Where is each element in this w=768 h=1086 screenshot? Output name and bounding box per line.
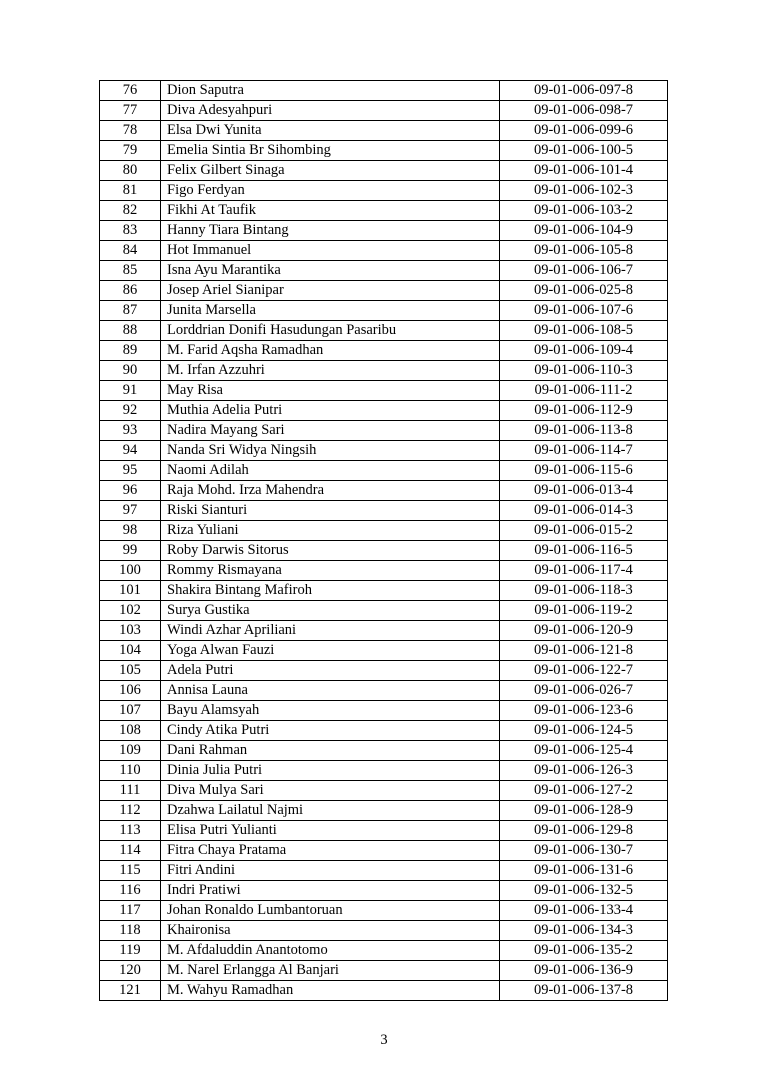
row-number: 108 (100, 721, 161, 741)
student-name: M. Narel Erlangga Al Banjari (161, 961, 500, 981)
row-number: 113 (100, 821, 161, 841)
table-row (100, 601, 668, 621)
student-name: Naomi Adilah (161, 461, 500, 481)
row-number: 104 (100, 641, 161, 661)
row-number: 110 (100, 761, 161, 781)
student-name: Fitra Chaya Pratama (161, 841, 500, 861)
row-number: 97 (100, 501, 161, 521)
student-id: 09-01-006-132-5 (500, 881, 668, 901)
student-name: Nadira Mayang Sari (161, 421, 500, 441)
student-id: 09-01-006-113-8 (500, 421, 668, 441)
row-number: 120 (100, 961, 161, 981)
student-name: Nanda Sri Widya Ningsih (161, 441, 500, 461)
student-name: Diva Mulya Sari (161, 781, 500, 801)
table-row (100, 901, 668, 921)
row-number: 96 (100, 481, 161, 501)
student-name: M. Afdaluddin Anantotomo (161, 941, 500, 961)
row-number: 98 (100, 521, 161, 541)
row-number: 77 (100, 101, 161, 121)
student-name: Riski Sianturi (161, 501, 500, 521)
student-name: Yoga Alwan Fauzi (161, 641, 500, 661)
student-name: Fitri Andini (161, 861, 500, 881)
student-id: 09-01-006-015-2 (500, 521, 668, 541)
student-name: Dani Rahman (161, 741, 500, 761)
table-row (100, 441, 668, 461)
student-id: 09-01-006-135-2 (500, 941, 668, 961)
student-name: M. Farid Aqsha Ramadhan (161, 341, 500, 361)
table-row (100, 661, 668, 681)
table-row (100, 401, 668, 421)
student-id: 09-01-006-110-3 (500, 361, 668, 381)
student-name: Adela Putri (161, 661, 500, 681)
student-name: Muthia Adelia Putri (161, 401, 500, 421)
student-name: Dion Saputra (161, 81, 500, 101)
student-id: 09-01-006-124-5 (500, 721, 668, 741)
row-number: 101 (100, 581, 161, 601)
row-number: 94 (100, 441, 161, 461)
student-id: 09-01-006-136-9 (500, 961, 668, 981)
table-row (100, 461, 668, 481)
student-id: 09-01-006-109-4 (500, 341, 668, 361)
row-number: 100 (100, 561, 161, 581)
row-number: 117 (100, 901, 161, 921)
row-number: 81 (100, 181, 161, 201)
table-row (100, 721, 668, 741)
student-name: Indri Pratiwi (161, 881, 500, 901)
table-row (100, 621, 668, 641)
student-id: 09-01-006-115-6 (500, 461, 668, 481)
student-name: M. Irfan Azzuhri (161, 361, 500, 381)
student-name: M. Wahyu Ramadhan (161, 981, 500, 1001)
student-name: Riza Yuliani (161, 521, 500, 541)
table-row (100, 181, 668, 201)
row-number: 87 (100, 301, 161, 321)
row-number: 83 (100, 221, 161, 241)
table-row (100, 281, 668, 301)
student-id: 09-01-006-122-7 (500, 661, 668, 681)
student-id: 09-01-006-131-6 (500, 861, 668, 881)
student-id: 09-01-006-111-2 (500, 381, 668, 401)
student-id: 09-01-006-108-5 (500, 321, 668, 341)
student-name: Josep Ariel Sianipar (161, 281, 500, 301)
table-row (100, 821, 668, 841)
student-id: 09-01-006-097-8 (500, 81, 668, 101)
table-row (100, 641, 668, 661)
row-number: 118 (100, 921, 161, 941)
row-number: 93 (100, 421, 161, 441)
row-number: 106 (100, 681, 161, 701)
row-number: 116 (100, 881, 161, 901)
student-name: Felix Gilbert Sinaga (161, 161, 500, 181)
student-id: 09-01-006-118-3 (500, 581, 668, 601)
row-number: 85 (100, 261, 161, 281)
student-id: 09-01-006-123-6 (500, 701, 668, 721)
page-number: 3 (380, 1032, 388, 1048)
student-name: Raja Mohd. Irza Mahendra (161, 481, 500, 501)
student-name: Johan Ronaldo Lumbantoruan (161, 901, 500, 921)
student-name: Hanny Tiara Bintang (161, 221, 500, 241)
student-id: 09-01-006-105-8 (500, 241, 668, 261)
student-name: Cindy Atika Putri (161, 721, 500, 741)
row-number: 112 (100, 801, 161, 821)
student-name: Rommy Rismayana (161, 561, 500, 581)
row-number: 99 (100, 541, 161, 561)
student-name: Roby Darwis Sitorus (161, 541, 500, 561)
student-id: 09-01-006-106-7 (500, 261, 668, 281)
row-number: 92 (100, 401, 161, 421)
table-row (100, 981, 668, 1001)
table-row (100, 841, 668, 861)
row-number: 90 (100, 361, 161, 381)
table-row (100, 161, 668, 181)
student-id: 09-01-006-117-4 (500, 561, 668, 581)
student-id: 09-01-006-026-7 (500, 681, 668, 701)
table-row (100, 881, 668, 901)
student-id: 09-01-006-107-6 (500, 301, 668, 321)
table-row (100, 201, 668, 221)
student-id: 09-01-006-125-4 (500, 741, 668, 761)
student-id: 09-01-006-128-9 (500, 801, 668, 821)
table-row (100, 381, 668, 401)
row-number: 82 (100, 201, 161, 221)
table-row (100, 321, 668, 341)
table-row (100, 741, 668, 761)
table-row (100, 801, 668, 821)
table-row (100, 341, 668, 361)
student-id: 09-01-006-013-4 (500, 481, 668, 501)
student-id: 09-01-006-099-6 (500, 121, 668, 141)
student-id: 09-01-006-100-5 (500, 141, 668, 161)
student-name: Dinia Julia Putri (161, 761, 500, 781)
student-id: 09-01-006-014-3 (500, 501, 668, 521)
student-id: 09-01-006-102-3 (500, 181, 668, 201)
table-row (100, 521, 668, 541)
student-id: 09-01-006-104-9 (500, 221, 668, 241)
student-name: Khaironisa (161, 921, 500, 941)
student-name: Surya Gustika (161, 601, 500, 621)
student-id: 09-01-006-114-7 (500, 441, 668, 461)
student-id: 09-01-006-127-2 (500, 781, 668, 801)
student-id: 09-01-006-025-8 (500, 281, 668, 301)
student-name: Elisa Putri Yulianti (161, 821, 500, 841)
student-id: 09-01-006-137-8 (500, 981, 668, 1001)
student-id: 09-01-006-129-8 (500, 821, 668, 841)
student-id: 09-01-006-103-2 (500, 201, 668, 221)
student-name: Hot Immanuel (161, 241, 500, 261)
table-row (100, 541, 668, 561)
student-name: Emelia Sintia Br Sihombing (161, 141, 500, 161)
row-number: 109 (100, 741, 161, 761)
row-number: 88 (100, 321, 161, 341)
table-row (100, 421, 668, 441)
student-name: Elsa Dwi Yunita (161, 121, 500, 141)
table-row (100, 141, 668, 161)
table-row (100, 81, 668, 101)
table-row (100, 221, 668, 241)
row-number: 121 (100, 981, 161, 1001)
row-number: 115 (100, 861, 161, 881)
table-row (100, 581, 668, 601)
student-name: Bayu Alamsyah (161, 701, 500, 721)
student-name: Isna Ayu Marantika (161, 261, 500, 281)
student-id: 09-01-006-119-2 (500, 601, 668, 621)
student-name: Shakira Bintang Mafiroh (161, 581, 500, 601)
row-number: 89 (100, 341, 161, 361)
student-id: 09-01-006-098-7 (500, 101, 668, 121)
row-number: 78 (100, 121, 161, 141)
table-row (100, 501, 668, 521)
student-name: Annisa Launa (161, 681, 500, 701)
row-number: 111 (100, 781, 161, 801)
student-name: Junita Marsella (161, 301, 500, 321)
roster-body (100, 81, 668, 1001)
student-name: May Risa (161, 381, 500, 401)
student-id: 09-01-006-133-4 (500, 901, 668, 921)
student-roster-table (99, 80, 668, 1001)
student-id: 09-01-006-121-8 (500, 641, 668, 661)
row-number: 79 (100, 141, 161, 161)
table-row (100, 781, 668, 801)
table-row (100, 941, 668, 961)
student-id: 09-01-006-126-3 (500, 761, 668, 781)
student-name: Fikhi At Taufik (161, 201, 500, 221)
table-row (100, 861, 668, 881)
row-number: 91 (100, 381, 161, 401)
row-number: 102 (100, 601, 161, 621)
student-id: 09-01-006-134-3 (500, 921, 668, 941)
student-name: Lorddrian Donifi Hasudungan Pasaribu (161, 321, 500, 341)
row-number: 76 (100, 81, 161, 101)
student-id: 09-01-006-116-5 (500, 541, 668, 561)
table-row (100, 961, 668, 981)
row-number: 80 (100, 161, 161, 181)
row-number: 107 (100, 701, 161, 721)
row-number: 95 (100, 461, 161, 481)
table-row (100, 921, 668, 941)
table-row (100, 681, 668, 701)
table-row (100, 561, 668, 581)
table-row (100, 241, 668, 261)
student-name: Dzahwa Lailatul Najmi (161, 801, 500, 821)
table-row (100, 261, 668, 281)
student-name: Windi Azhar Apriliani (161, 621, 500, 641)
table-row (100, 701, 668, 721)
student-name: Figo Ferdyan (161, 181, 500, 201)
table-row (100, 361, 668, 381)
table-row (100, 481, 668, 501)
row-number: 119 (100, 941, 161, 961)
table-row (100, 121, 668, 141)
table-row (100, 301, 668, 321)
row-number: 114 (100, 841, 161, 861)
student-id: 09-01-006-112-9 (500, 401, 668, 421)
row-number: 86 (100, 281, 161, 301)
table-row (100, 761, 668, 781)
row-number: 84 (100, 241, 161, 261)
student-id: 09-01-006-130-7 (500, 841, 668, 861)
row-number: 105 (100, 661, 161, 681)
row-number: 103 (100, 621, 161, 641)
student-id: 09-01-006-120-9 (500, 621, 668, 641)
student-id: 09-01-006-101-4 (500, 161, 668, 181)
table-row (100, 101, 668, 121)
student-name: Diva Adesyahpuri (161, 101, 500, 121)
